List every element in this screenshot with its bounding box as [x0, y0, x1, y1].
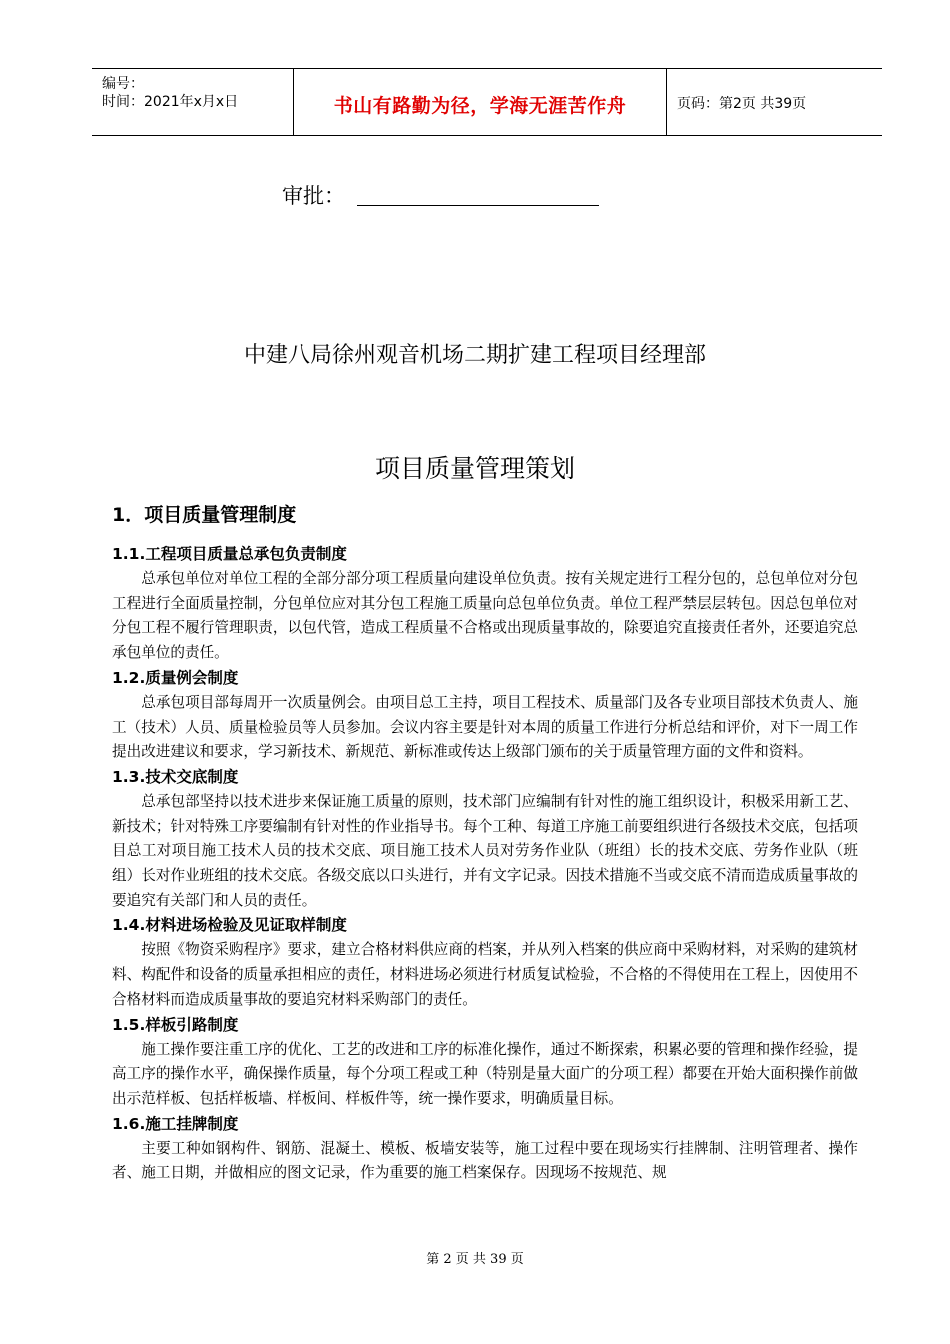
- document-time-label: 时间：2021年x月x日: [102, 94, 239, 110]
- subsection-heading: 1.4.材料进场检验及见证取样制度: [112, 916, 347, 935]
- section-heading: 1．项目质量管理制度: [112, 504, 297, 526]
- header-meta-cell: [92, 69, 294, 135]
- subsection-heading: 1.1.工程项目质量总承包负责制度: [112, 545, 347, 563]
- header-page-info: 页码：第2页 共39页: [677, 96, 807, 112]
- approval-signature-line: [357, 205, 599, 206]
- subsection-heading: 1.2.质量例会制度: [112, 668, 239, 687]
- document-number-label: 编号：: [102, 76, 144, 92]
- subsection-heading: 1.3.技术交底制度: [112, 767, 239, 786]
- header-motto-cell: [294, 69, 667, 135]
- subsection-paragraph: 主要工种如钢构件、钢筋、混凝土、模板、板墙安装等，施工过程中要在现场实行挂牌制、注明管理者、操作者、施工日期，并做相应的图文记录，作为重要的施工档案保存。因现场不按规范、规: [112, 1139, 858, 1182]
- subsection-paragraph: 总承包单位对单位工程的全部分部分项工程质量向建设单位负责。按有关规定进行工程分包的，总包单位对分包工程进行全面质量控制，分包单位应对其分包工程施工质量向总包单位负责。单位工程严禁层层转包。因总包单位对分包工程不履行管理职责，以包代管，造成工程质量不合格或出现质量事故的，除要追究直接责任者外，还要追究总承包单位的责任。: [112, 570, 858, 662]
- organization-name: 中建八局徐州观音机场二期扩建工程项目经理部: [243, 343, 706, 368]
- subsection-paragraph: 按照《物资采购程序》要求，建立合格材料供应商的档案，并从列入档案的供应商中采购材料，对采购的建筑材料、构配件和设备的质量承担相应的责任，材料进场必须进行材质复试检验，不合格的不得使用在工程上，因使用不合格材料而造成质量事故的要追究材料采购部门的责任。: [112, 941, 858, 1008]
- subsection-heading: 1.5.样板引路制度: [112, 1015, 239, 1034]
- subsection-heading: 1.6.施工挂牌制度: [112, 1114, 239, 1133]
- page-footer: 第 2 页 共 39 页: [426, 1252, 524, 1267]
- subsection-paragraph: 总承包部坚持以技术进步来保证施工质量的原则，技术部门应编制有针对性的施工组织设计，积极采用新工艺、新技术；针对特殊工序要编制有针对性的作业指导书。每个工种、每道工序施工前要组织进行各级技术交底，包括项目总工对项目施工技术人员的技术交底、项目施工技术人员对劳务作业队（班组）长的技术交底、劳务作业队（班组）长对作业班组的技术交底。各级交底以口头进行，并有文字记录。因技术措施不当或交底不清而造成质量事故的要追究有关部门和人员的责任。: [112, 792, 858, 909]
- approval-label: 审批：: [282, 184, 345, 208]
- page-header: [92, 68, 882, 136]
- document-body: [112, 500, 858, 1186]
- header-page-cell: [667, 69, 882, 135]
- document-title: 项目质量管理策划: [374, 454, 575, 483]
- header-motto: 书山有路勤为径，学海无涯苦作舟: [333, 95, 627, 117]
- subsection-paragraph: 施工操作要注重工序的优化、工艺的改进和工序的标准化操作，通过不断探索，积累必要的管理和操作经验，提高工序的操作水平，确保操作质量，每个分项工程或工种（特别是量大面广的分项工程）都要在开始大面积操作前做出示范样板、包括样板墙、样板间、样板件等，统一操作要求，明确质量目标。: [112, 1040, 858, 1107]
- subsection-paragraph: 总承包项目部每周开一次质量例会。由项目总工主持，项目工程技术、质量部门及各专业项目部技术负责人、施工（技术）人员、质量检验员等人员参加。会议内容主要是针对本周的质量工作进行分析总结和评价，对下一周工作提出改进建议和要求，学习新技术、新规范、新标准或传达上级部门颁布的关于质量管理方面的文件和资料。: [112, 693, 858, 761]
